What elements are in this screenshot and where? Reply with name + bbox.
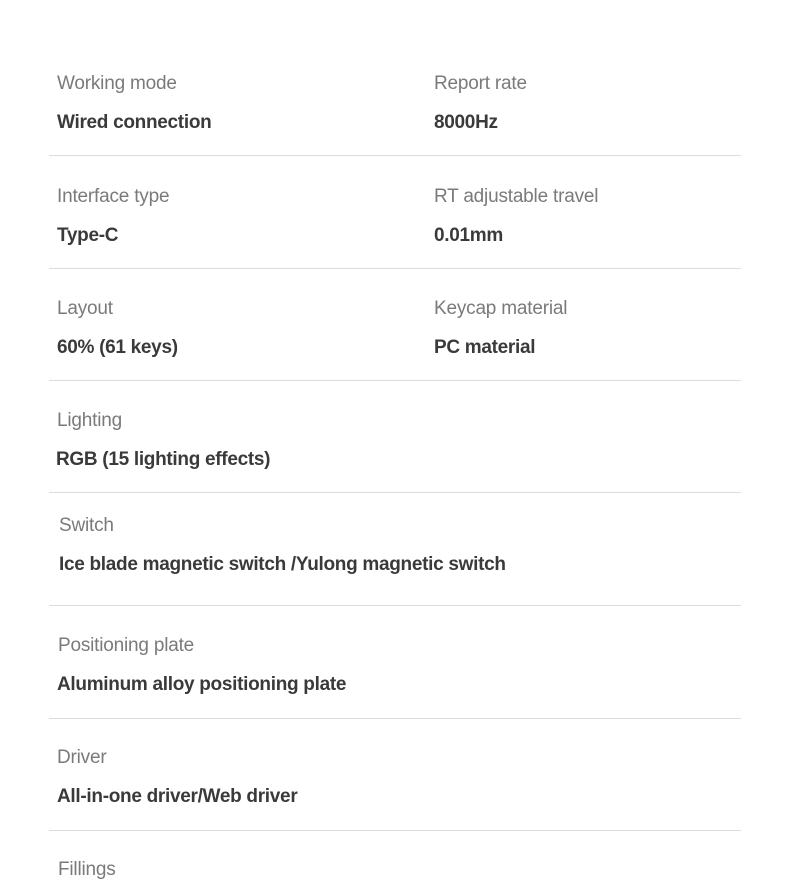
row-divider: [49, 155, 741, 156]
spec-value-positioning-plate: Aluminum alloy positioning plate: [57, 674, 347, 695]
spec-label-interface-type: Interface type: [57, 186, 170, 207]
spec-label-fillings: Fillings: [58, 859, 116, 880]
spec-value-rt-travel: 0.01mm: [434, 225, 503, 246]
row-divider: [49, 718, 741, 719]
spec-label-keycap-material: Keycap material: [434, 298, 568, 319]
spec-value-working-mode: Wired connection: [57, 112, 212, 133]
spec-label-working-mode: Working mode: [57, 73, 177, 94]
row-divider: [49, 380, 741, 381]
spec-value-lighting: RGB (15 lighting effects): [56, 449, 271, 470]
spec-label-layout: Layout: [57, 298, 113, 319]
row-divider: [49, 830, 741, 831]
spec-label-lighting: Lighting: [57, 410, 122, 431]
spec-label-switch: Switch: [59, 515, 114, 536]
spec-label-driver: Driver: [57, 747, 107, 768]
row-divider: [49, 605, 741, 606]
spec-value-layout: 60% (61 keys): [57, 337, 178, 358]
spec-value-driver: All-in-one driver/Web driver: [57, 786, 298, 807]
spec-value-switch: Ice blade magnetic switch /Yulong magnetic switch: [59, 554, 506, 575]
row-divider: [49, 268, 741, 269]
row-divider: [49, 492, 741, 493]
spec-value-report-rate: 8000Hz: [434, 112, 498, 133]
spec-label-positioning-plate: Positioning plate: [58, 635, 195, 656]
spec-label-report-rate: Report rate: [434, 73, 527, 94]
spec-label-rt-travel: RT adjustable travel: [434, 186, 599, 207]
spec-value-keycap-material: PC material: [434, 337, 536, 358]
spec-value-interface-type: Type-C: [57, 225, 119, 246]
